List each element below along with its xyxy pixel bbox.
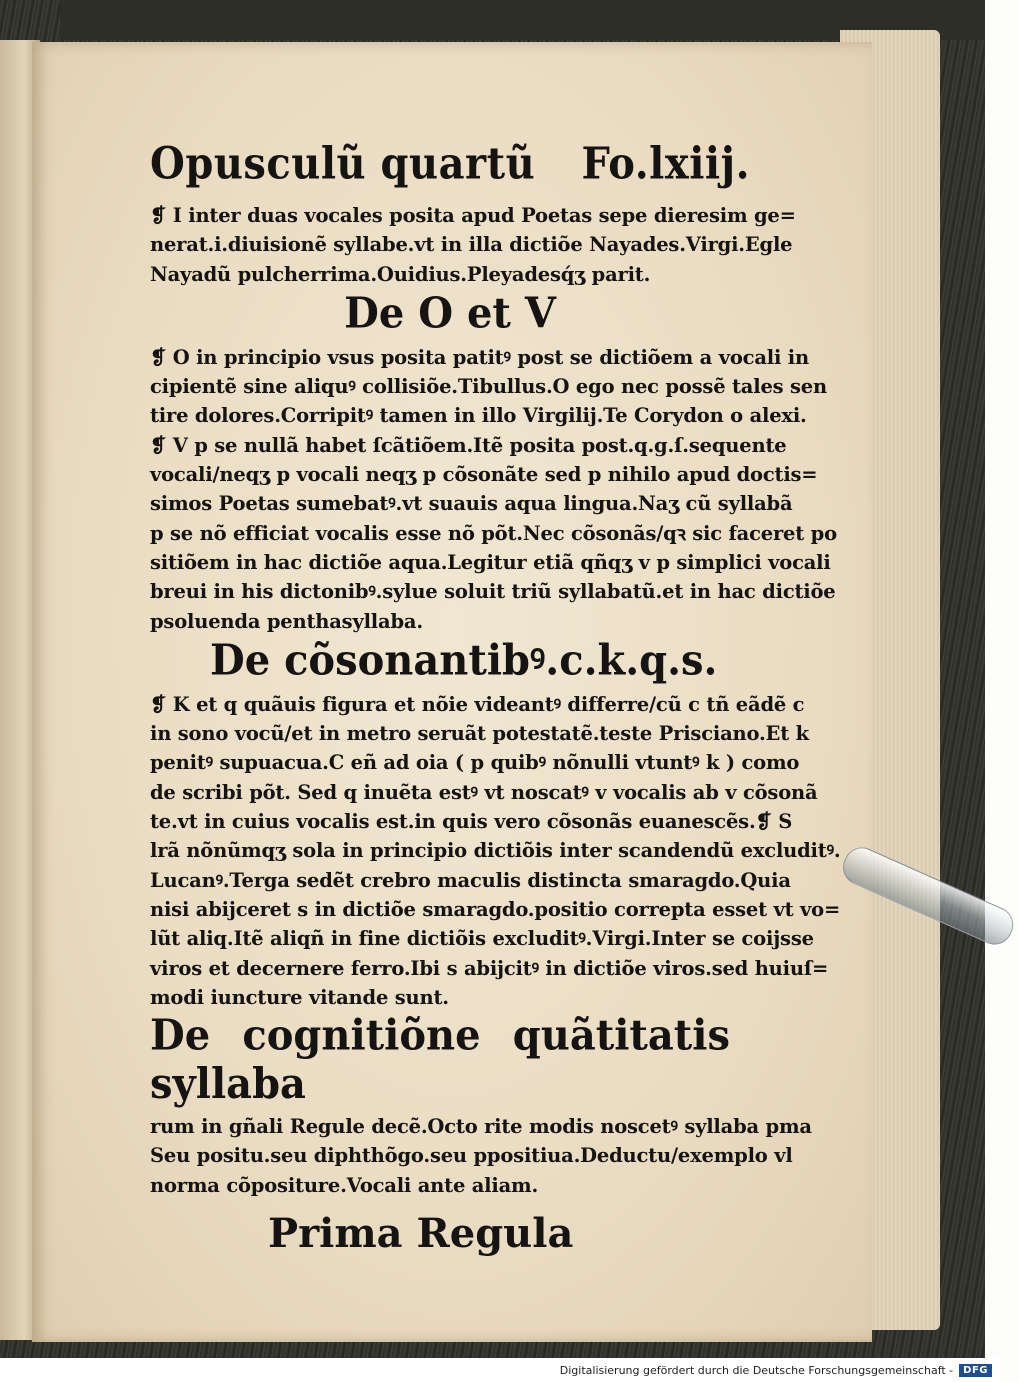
text-line: de scribi põt. Sed q inuẽta estꝰ vt noscatꝰ v vocalis ab v cõsonã (150, 780, 818, 804)
running-title: Opusculũ quartũ (150, 137, 536, 190)
text-line: ❡ V p se nullã habet ſcãtiõem.Itẽ posita post.q.g.ſ.sequente (150, 433, 787, 457)
text-line: breui in his dictonibꝰ.sylue soluit triũ syllabatũ.et in hac dictiõe (150, 580, 836, 604)
text-line: lũt aliq.Itẽ aliqñ in fine dictiõis excluditꝰ.Virgi.Inter se coijsse (150, 927, 814, 951)
text-line: rum in gñali Regule decẽ.Octo rite modis noscetꝰ syllaba pma (150, 1115, 812, 1139)
text-line: in sono vocũ/et in metro seruãt potestatẽ.teste Prisciano.Et k (150, 722, 809, 746)
text-line: ❡ O in principio vsus posita patitꝰ post se dictiõem a vocali in (150, 345, 809, 369)
paragraph-consonants (150, 690, 841, 1012)
page-header (150, 138, 750, 190)
text-line: sitiõem in hac dictiõe aqua.Legitur etiã qñqʒ v p simplici vocali (150, 550, 831, 574)
text-line: penitꝰ supuacua.C eñ ad oia ( p quibꝰ nõnulli vtuntꝰ k ) como (150, 751, 800, 775)
text-line: modi iuncture vitande sunt. (150, 985, 449, 1009)
text-line: cipientẽ sine aliquꝰ collisiõe.Tibullus.O ego nec possẽ tales sen (150, 375, 827, 399)
text-line: psoluenda penthasyllaba. (150, 609, 423, 633)
text-line: Seu positu.seu diphthõgo.seu ppositiua.Deductu/exemplo vl (150, 1144, 793, 1168)
text-line: Nayadũ pulcherrima.Ouidius.Pleyadesq́ʒ parit. (150, 262, 651, 286)
paragraph-o-v (150, 343, 837, 636)
book-page (32, 42, 872, 1342)
text-line: simos Poetas sumebatꝰ.vt suauis aqua lingua.Naʒ cũ syllabã (150, 492, 793, 516)
heading-prima-regula: Prima Regula (268, 1210, 574, 1258)
text-line: ❡ I inter duas vocales posita apud Poetas sepe dieresim ge= (150, 204, 796, 227)
text-line: Lucanꝰ.Terga sedẽt crebro maculis distincta smaragdo.Quia (150, 868, 791, 892)
heading-de-cognitione: De cognitiõne quãtitatis syllaba (150, 1010, 730, 1109)
paragraph-i (150, 201, 796, 289)
heading-de-consonantibus: De cõsonantibꝰ.c.k.q.s. (210, 635, 718, 686)
text-line: te.vt in cuius vocalis est.in quis vero cõsonãs euanescẽs.❡ S (150, 810, 793, 834)
text-line: nerat.i.diuisionẽ syllabe.vt in illa dictiõe Nayades.Virgi.Egle (150, 233, 793, 257)
text-line: p se nõ efficiat vocalis esse nõ põt.Nec cõsonãs/qꝛ sic faceret po (150, 521, 837, 545)
text-line: viros et decernere ferro.Ibi s abijcitꝰ in dictiõe viros.sed huiuſ= (150, 956, 829, 980)
text-line: vocali/neqʒ p vocali neqʒ p cõsonãte sed p nihilo apud doctis= (150, 463, 818, 487)
footer-bar (0, 1358, 1000, 1382)
text-line: norma cõpositure.Vocali ante aliam. (150, 1173, 539, 1197)
heading-de-o-et-v: De O et V (344, 288, 556, 339)
text-line: ❡ K et q quãuis figura et nõie videantꝰ differre/cũ c tñ eãdẽ c (150, 692, 805, 716)
folio-number: Fo.lxiij. (581, 137, 750, 190)
text-line: tire dolores.Corripitꝰ tamen in illo Virgilij.Te Corydon o alexi. (150, 404, 807, 428)
text-line: lrã nõnũmqʒ sola in principio dictiõis inter scandendũ excluditꝰ. (150, 839, 841, 863)
dfg-logo-icon: DFG (959, 1364, 992, 1377)
text-line: nisi abijceret s in dictiõe smaragdo.positio correpta esset vt vo= (150, 897, 841, 921)
funding-notice: Digitalisierung gefördert durch die Deutsche Forschungsgemeinschaft - (559, 1363, 954, 1377)
paragraph-cognitione (150, 1112, 812, 1200)
text-block (150, 137, 841, 1258)
